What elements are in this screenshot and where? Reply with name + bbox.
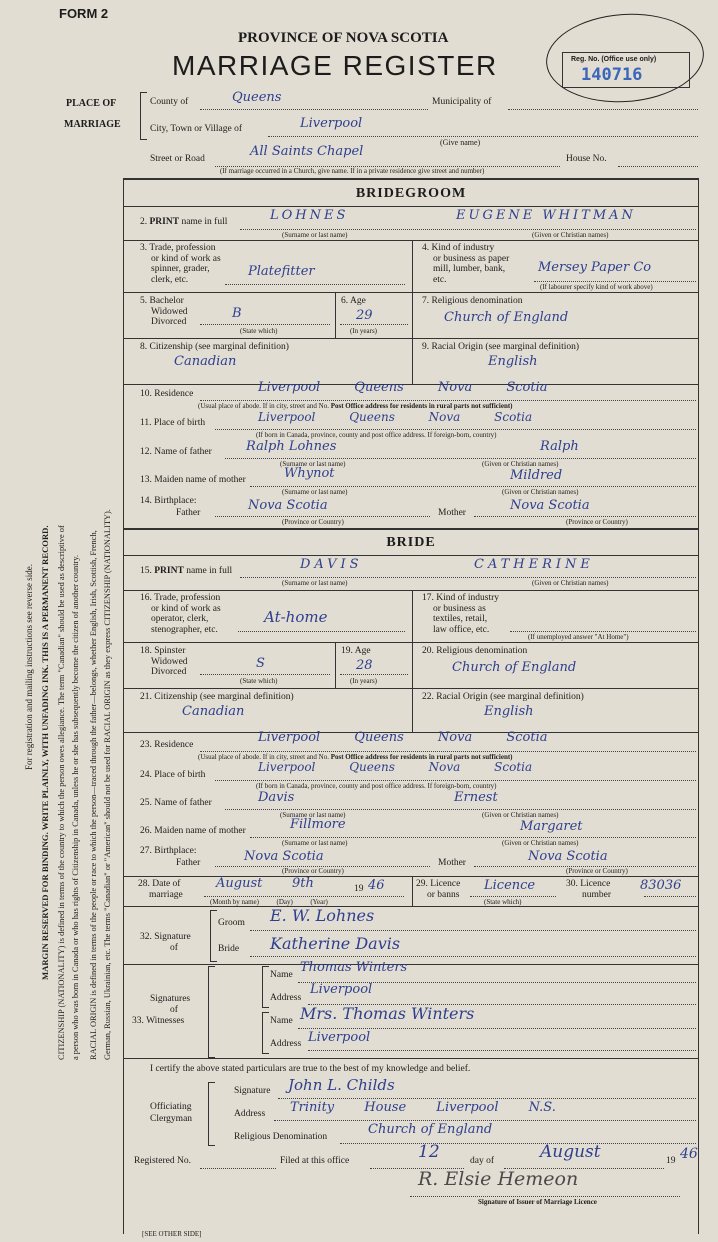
marriage-label: MARRIAGE xyxy=(64,119,121,130)
fn-10: 10. xyxy=(140,389,152,399)
groom-father-surname: Ralph Lohnes xyxy=(246,439,337,454)
groom-father-label: Name of father xyxy=(154,447,212,457)
licence-banns-line xyxy=(470,896,556,897)
filed-year-prefix: 19 xyxy=(666,1156,676,1166)
w2-address-line xyxy=(308,1050,696,1051)
groom-signature: E. W. Lohnes xyxy=(270,906,375,925)
margin-instructions: For registration and mailing instructions see reverse side. xyxy=(24,564,34,770)
form-number: FORM 2 xyxy=(59,6,109,21)
fn-3: 3. xyxy=(140,243,148,253)
groom-name-line xyxy=(240,229,696,230)
licence-banns-value: Licence xyxy=(484,878,536,893)
bride-father-given-note: (Given or Christian names) xyxy=(482,811,559,819)
marriage-month: August xyxy=(216,876,263,891)
fn-30: 30. xyxy=(566,879,578,889)
bride-father-surname-note: (Surname or last name) xyxy=(280,811,346,819)
groom-racial-value: English xyxy=(488,354,538,369)
clergy-sig-line xyxy=(278,1098,696,1099)
groom-residence-line xyxy=(200,400,696,401)
municipality-line xyxy=(508,109,698,110)
house-line xyxy=(618,166,698,167)
fn-6: 6. xyxy=(341,296,349,306)
city-line xyxy=(268,136,698,137)
groom-father-given-note: (Given or Christian names) xyxy=(482,460,559,468)
form-left-border xyxy=(123,178,124,1234)
bride-surname-note: (Surname or last name) xyxy=(282,579,348,587)
bride-mother-given-note: (Given or Christian names) xyxy=(502,839,579,847)
bride-birthplace-father-word: Father xyxy=(176,858,201,868)
bride-birthplace-label: Birthplace: xyxy=(154,846,197,856)
groom-trade-l4: clerk, etc. xyxy=(151,274,189,285)
sig-of-label: of xyxy=(170,943,178,953)
fn-13: 13. xyxy=(140,475,152,485)
fn-27: 27. xyxy=(140,846,152,856)
marriage-day: 9th xyxy=(292,876,314,891)
groom-trade-l2: or kind of work as xyxy=(151,253,221,264)
bride-sig-line xyxy=(250,956,696,957)
witness-label-1: Signatures xyxy=(150,994,191,1004)
groom-surname: LOHNES xyxy=(270,208,349,223)
bride-row-line-2 xyxy=(123,642,698,643)
groom-birth-value: Liverpool Queens Nova Scotia xyxy=(258,410,533,424)
w2-name-line xyxy=(298,1028,696,1029)
filed-label: Filed at this office xyxy=(280,1156,350,1166)
bride-row-line-3 xyxy=(123,688,698,689)
groom-industry-l3: mill, lumber, bank, xyxy=(433,264,506,274)
groom-sig-line xyxy=(250,930,696,931)
groom-name-label: name in full xyxy=(181,217,228,227)
clergy-religion-line xyxy=(340,1143,696,1144)
bride-name-label: name in full xyxy=(186,566,233,576)
margin-citizenship-def-2: a person who was born in Canada or who has rights of Citizenship in Canada, unless he or she has subsequently become the citizen of another country. xyxy=(71,554,80,1060)
bride-religion-value: Church of England xyxy=(452,660,577,675)
groom-status-value: B xyxy=(232,306,242,321)
bride-header-line xyxy=(123,555,698,556)
witness2-bracket xyxy=(262,1012,269,1054)
bride-status-l2: Widowed xyxy=(151,656,188,667)
bridegroom-header-line xyxy=(123,206,698,207)
groom-father-line xyxy=(225,458,696,459)
clergy-address-label: Address xyxy=(234,1109,266,1119)
bride-father-birthplace: Nova Scotia xyxy=(244,849,324,864)
witness-row-end xyxy=(123,1058,698,1059)
bride-trade-l3: operator, clerk, xyxy=(151,614,209,624)
groom-mother-surname: Whynot xyxy=(284,466,335,481)
bride-mother-surname-note: (Surname or last name) xyxy=(282,839,348,847)
w2-address-label: Address xyxy=(270,1039,302,1049)
bride-racial-label: Racial Origin (see marginal definition) xyxy=(436,692,584,702)
witness-label-2: of xyxy=(170,1005,178,1015)
county-label: County of xyxy=(150,97,189,107)
bride-mother-birthplace: Nova Scotia xyxy=(528,849,608,864)
groom-print-label: PRINT xyxy=(149,217,180,227)
registered-no-line xyxy=(200,1168,276,1169)
bride-trade-label xyxy=(140,593,221,635)
margin-citizenship-def-1: CITIZENSHIP (NATIONALITY) is defined in terms of the country to which the person owes allegiance. The term "Canadian" should be used as descriptive of xyxy=(57,525,66,1060)
bride-print-label: PRINT xyxy=(154,566,184,576)
bride-birth-note: (If born in Canada, province, county and post office address. If foreign-born, country) xyxy=(256,782,497,790)
bride-header: BRIDE xyxy=(386,535,436,550)
groom-birthplace-father-word: Father xyxy=(176,508,201,518)
groom-industry-l4: etc. xyxy=(433,274,447,285)
bride-religion-label: Religious denomination xyxy=(436,646,528,656)
bride-residence-value: Liverpool Queens Nova Scotia xyxy=(258,730,548,745)
bride-industry-l4: law office, etc. xyxy=(433,624,490,635)
groom-surname-note: (Surname or last name) xyxy=(282,231,348,239)
witness1-name: Thomas Winters xyxy=(300,960,408,975)
groom-industry-l1: Kind of industry xyxy=(431,243,495,253)
reg-number-box xyxy=(562,52,690,88)
w1-name-label: Name xyxy=(270,970,293,980)
form-right-border xyxy=(698,178,699,1234)
bride-mother-label: Maiden name of mother xyxy=(154,826,246,836)
groom-div-3-4 xyxy=(412,240,413,292)
groom-industry-l2: or business as paper xyxy=(433,253,510,264)
licence-no-l1: Licence xyxy=(580,879,611,889)
groom-father-province-note: (Province or Country) xyxy=(282,518,344,526)
day-of-label: day of xyxy=(470,1156,495,1166)
clergy-religion-label: Religious Denomination xyxy=(234,1132,328,1142)
licence-state-which: (State which) xyxy=(484,898,522,906)
issuer-sig-line xyxy=(410,1196,680,1197)
fn-2: 2. xyxy=(140,217,148,227)
bride-trade-l1: Trade, profession xyxy=(154,593,221,603)
sig-row-end xyxy=(123,964,698,965)
groom-given-names: EUGENE WHITMAN xyxy=(456,208,636,223)
bride-status-value: S xyxy=(256,656,265,671)
groom-div-8-9 xyxy=(412,338,413,384)
witness1-address: Liverpool xyxy=(310,982,373,997)
groom-citizenship-value: Canadian xyxy=(174,354,237,369)
bride-status-l1: Spinster xyxy=(154,646,186,656)
bride-industry-note: (If unemployed answer "At Home") xyxy=(528,633,629,641)
groom-mother-province-note: (Province or Country) xyxy=(566,518,628,526)
clergy-signature: John L. Childs xyxy=(288,1076,395,1094)
fn-12: 12. xyxy=(140,447,152,457)
groom-residence-note-b: Post Office address for residents in rural parts not sufficient) xyxy=(330,402,513,410)
bride-mother-line xyxy=(250,837,696,838)
bride-residence-line xyxy=(200,751,696,752)
bride-sig-label: Bride xyxy=(218,944,240,954)
bride-in-years: (In years) xyxy=(350,677,378,685)
fn-14: 14. xyxy=(140,496,152,506)
groom-status-l2: Widowed xyxy=(151,306,188,317)
marriage-date-line xyxy=(204,896,404,897)
bride-div-19-20 xyxy=(412,642,413,688)
groom-mother-birthplace: Nova Scotia xyxy=(510,498,590,513)
bride-industry-l2: or business as xyxy=(433,603,486,614)
groom-religion-label: Religious denomination xyxy=(431,296,523,306)
bride-residence-note-a: (Usual place of abode. If in city, street and No. xyxy=(198,753,329,761)
certify-text: I certify the above stated particulars are true to the best of my knowledge and belief. xyxy=(150,1064,471,1074)
marriage-date-l1: Date of xyxy=(152,879,181,889)
fn-32: 32. xyxy=(140,932,152,942)
groom-mother-given-note: (Given or Christian names) xyxy=(502,488,579,496)
licence-no-l2: number xyxy=(582,889,612,900)
groom-row-line-2 xyxy=(123,292,698,293)
clergy-bracket xyxy=(208,1082,215,1146)
place-bracket xyxy=(140,92,147,140)
groom-citizenship-label: Citizenship (see marginal definition) xyxy=(149,342,289,352)
groom-state-which: (State which) xyxy=(240,327,278,335)
fn-15: 15. xyxy=(140,566,152,576)
groom-age-label: Age xyxy=(349,296,366,306)
fn-21: 21. xyxy=(140,692,152,702)
bride-father-province-note: (Province or Country) xyxy=(282,867,344,875)
filed-year: 46 xyxy=(680,1146,698,1162)
bride-age-label: Age xyxy=(354,646,371,656)
fn-9: 9. xyxy=(422,342,430,352)
reg-number-label: Reg. No. (Office use only) xyxy=(571,56,657,63)
fn-7: 7. xyxy=(422,296,430,306)
issuer-sig-note: Signature of Issuer of Marriage Licence xyxy=(478,1198,597,1206)
groom-industry-note: (If labourer specify kind of work above) xyxy=(540,283,653,291)
bride-status-l3: Divorced xyxy=(151,667,187,677)
bride-mother-province-note: (Province or Country) xyxy=(566,867,628,875)
fn-16: 16. xyxy=(140,593,152,603)
bride-trade-l2: or kind of work as xyxy=(151,603,221,614)
bride-industry-label xyxy=(422,593,499,635)
groom-div-6-7 xyxy=(412,292,413,338)
city-label: City, Town or Village of xyxy=(150,124,242,134)
bride-birth-label: Place of birth xyxy=(154,770,206,780)
clergy-religion: Church of England xyxy=(368,1122,493,1137)
reg-number-value: 140716 xyxy=(581,65,643,85)
bride-industry-l1: Kind of industry xyxy=(436,593,500,603)
groom-residence-value: Liverpool Queens Nova Scotia xyxy=(258,380,548,395)
bride-div-18-19 xyxy=(335,642,336,688)
form-top-border xyxy=(123,178,698,180)
issuer-signature: R. Elsie Hemeon xyxy=(418,1168,579,1190)
fn-20: 20. xyxy=(422,646,434,656)
fn-22: 22. xyxy=(422,692,434,702)
groom-residence-note-a: (Usual place of abode. If in city, street and No. xyxy=(198,402,329,410)
bride-row-line-1 xyxy=(123,590,698,591)
groom-residence-note xyxy=(198,402,513,410)
groom-industry-value: Mersey Paper Co xyxy=(538,260,652,275)
bride-father-given: Ernest xyxy=(454,790,498,805)
officiating-label: Officiating xyxy=(150,1102,192,1112)
groom-birthplace-mother-line xyxy=(474,516,696,517)
groom-mother-given: Mildred xyxy=(510,468,563,483)
county-value: Queens xyxy=(232,90,282,105)
margin-racial-def-1: RACIAL ORIGIN is defined in terms of the people or race to which the person—traced through the father—belongs, whether English, Irish, Scottish, French, xyxy=(89,530,98,1060)
bride-div-21-22 xyxy=(412,688,413,732)
witness-label-3: Witnesses xyxy=(146,1016,185,1026)
groom-mother-surname-note: (Surname or last name) xyxy=(282,488,348,496)
groom-birthplace-label: Birthplace: xyxy=(154,496,197,506)
bride-signature: Katherine Davis xyxy=(270,934,401,953)
clergy-address: Trinity House Liverpool N.S. xyxy=(290,1100,556,1115)
fn-26: 26. xyxy=(140,826,152,836)
w1-address-label: Address xyxy=(270,993,302,1003)
groom-trade-label xyxy=(140,243,260,285)
house-label: House No. xyxy=(566,154,607,164)
groom-father-birthplace: Nova Scotia xyxy=(248,498,328,513)
groom-status-label xyxy=(140,296,188,328)
groom-age-value: 29 xyxy=(356,308,373,323)
groom-row-line-1 xyxy=(123,240,698,241)
licence-number-line xyxy=(644,896,696,897)
witness2-address: Liverpool xyxy=(308,1030,371,1045)
marriage-row-end xyxy=(123,906,698,907)
bride-mother-surname: Fillmore xyxy=(290,817,346,832)
groom-status-line xyxy=(200,324,330,325)
groom-racial-label: Racial Origin (see marginal definition) xyxy=(431,342,580,352)
bride-age-line xyxy=(340,674,408,675)
groom-trade-value: Platefitter xyxy=(248,264,315,279)
licence-number-value: 83036 xyxy=(640,878,682,893)
groom-birthplace-mother-word: Mother xyxy=(438,508,466,518)
licence-l2: or banns xyxy=(427,889,460,900)
bride-state-which: (State which) xyxy=(240,677,278,685)
street-note: (If marriage occurred in a Church, give name. If in a private residence give street and number) xyxy=(220,167,485,175)
fn-23: 23. xyxy=(140,740,152,750)
sig-bracket xyxy=(210,910,217,962)
groom-religion-value: Church of England xyxy=(444,310,569,325)
groom-trade-line xyxy=(225,284,405,285)
groom-status-l1: Bachelor xyxy=(149,296,184,306)
groom-div-5-6 xyxy=(335,292,336,338)
licence-banns-label xyxy=(416,879,460,900)
city-value: Liverpool xyxy=(300,116,363,131)
bride-div-16-17 xyxy=(412,590,413,642)
clergy-address-line xyxy=(274,1120,696,1121)
street-value: All Saints Chapel xyxy=(250,144,364,159)
marriage-div-28-29 xyxy=(412,876,413,906)
clergy-sig-label: Signature xyxy=(234,1086,271,1096)
bride-residence-note-b: Post Office address for residents in rural parts not sufficient) xyxy=(330,753,513,761)
marriage-date-note: (Month by name) (Day) (Year) xyxy=(210,898,328,906)
fn-11: 11. xyxy=(140,418,152,428)
fn-33: 33. xyxy=(132,1016,144,1026)
groom-age-line xyxy=(340,324,408,325)
groom-residence-label: Residence xyxy=(154,389,194,399)
fn-8: 8. xyxy=(140,342,148,352)
page-title: MARRIAGE REGISTER xyxy=(172,50,498,81)
groom-birth-line xyxy=(215,429,696,430)
bride-industry-line xyxy=(510,631,696,632)
fn-18: 18. xyxy=(140,646,152,656)
bride-birth-value: Liverpool Queens Nova Scotia xyxy=(258,760,533,774)
fn-25: 25. xyxy=(140,798,152,808)
see-other-side: [SEE OTHER SIDE] xyxy=(142,1230,202,1238)
groom-mother-line xyxy=(250,486,696,487)
place-of-label: PLACE OF xyxy=(66,98,117,109)
bride-trade-line xyxy=(238,631,405,632)
bride-mother-given: Margaret xyxy=(520,819,583,834)
bride-age-value: 28 xyxy=(356,658,373,673)
bride-industry-l3: textiles, retail, xyxy=(433,614,488,624)
bride-trade-l4: stenographer, etc. xyxy=(151,624,218,635)
bride-birth-line xyxy=(215,780,696,781)
fn-5: 5. xyxy=(140,296,148,306)
bride-given-note: (Given or Christian names) xyxy=(532,579,609,587)
province-heading: PROVINCE OF NOVA SCOTIA xyxy=(238,30,449,46)
bride-father-surname: Davis xyxy=(258,790,295,805)
groom-sig-label: Groom xyxy=(218,918,245,928)
bride-birthplace-mother-word: Mother xyxy=(438,858,466,868)
fn-28: 28. xyxy=(138,879,150,889)
groom-industry-label xyxy=(422,243,509,285)
fn-29: 29. xyxy=(416,879,428,889)
sig-label: Signature xyxy=(154,932,191,942)
registered-no-label: Registered No. xyxy=(134,1156,191,1166)
groom-given-note: (Given or Christian names) xyxy=(532,231,609,239)
licence-l1: Licence xyxy=(430,879,461,889)
clergyman-label: Clergyman xyxy=(150,1114,193,1124)
fn-4: 4. xyxy=(422,243,430,253)
bride-trade-value: At-home xyxy=(264,608,328,626)
licence-number-label xyxy=(566,879,611,900)
fn-24: 24. xyxy=(140,770,152,780)
bride-father-line xyxy=(225,809,696,810)
bride-section-end xyxy=(123,876,698,877)
filed-month: August xyxy=(540,1142,601,1162)
fn-19: 19. xyxy=(341,646,353,656)
groom-birthplace-father-line xyxy=(215,516,430,517)
bridegroom-header: BRIDEGROOM xyxy=(355,186,467,201)
witness2-name: Mrs. Thomas Winters xyxy=(300,1004,475,1023)
groom-mother-label: Maiden name of mother xyxy=(154,475,246,485)
bride-citizenship-label: Citizenship (see marginal definition) xyxy=(154,692,294,702)
fn-17: 17. xyxy=(422,593,434,603)
bride-surname: DAVIS xyxy=(300,557,363,572)
bride-racial-value: English xyxy=(484,704,534,719)
municipality-label: Municipality of xyxy=(432,97,492,107)
bride-name-line xyxy=(240,577,696,578)
street-label: Street or Road xyxy=(150,154,205,164)
groom-father-surname-note: (Surname or last name) xyxy=(280,460,346,468)
groom-industry-line xyxy=(534,281,696,282)
bride-citizenship-value: Canadian xyxy=(182,704,245,719)
marriage-date-l2: marriage xyxy=(149,889,183,900)
w2-name-label: Name xyxy=(270,1016,293,1026)
groom-in-years: (In years) xyxy=(350,327,378,335)
witness1-bracket xyxy=(262,966,269,1008)
bride-given-names: CATHERINE xyxy=(474,557,594,572)
give-name-note: (Give name) xyxy=(440,138,481,147)
groom-status-l3: Divorced xyxy=(151,317,187,327)
groom-trade-l3: spinner, grader, xyxy=(151,264,210,274)
bride-status-line xyxy=(200,674,330,675)
margin-binding-note: MARGIN RESERVED FOR BINDING. WRITE PLAINLY, WITH UNFADING INK. THIS IS A PERMANENT RECORD. xyxy=(40,525,50,980)
groom-birth-label: Place of birth xyxy=(153,418,206,428)
bride-residence-label: Residence xyxy=(154,740,194,750)
marriage-date-label xyxy=(138,879,183,900)
groom-birth-note: (If born in Canada, province, county and post office address. If foreign-born, country) xyxy=(256,431,497,439)
groom-section-end xyxy=(123,528,698,530)
margin-racial-def-2: German, Russian, Ukrainian, etc. The terms "Canadian" or "American" should not be used for RACIAL ORIGIN as they express CITIZENSHIP (NATIONALITY). xyxy=(103,509,112,1060)
groom-trade-l1: Trade, profession xyxy=(149,243,216,253)
filed-day: 12 xyxy=(418,1142,440,1162)
groom-row-line-3 xyxy=(123,338,698,339)
witness-bracket xyxy=(208,966,215,1058)
marriage-year-prefix: 19 xyxy=(354,884,364,894)
groom-father-given: Ralph xyxy=(540,439,579,454)
marriage-year: 46 xyxy=(368,878,385,893)
bride-father-label: Name of father xyxy=(154,798,212,808)
bride-status-label xyxy=(140,646,188,678)
county-line xyxy=(200,109,428,110)
